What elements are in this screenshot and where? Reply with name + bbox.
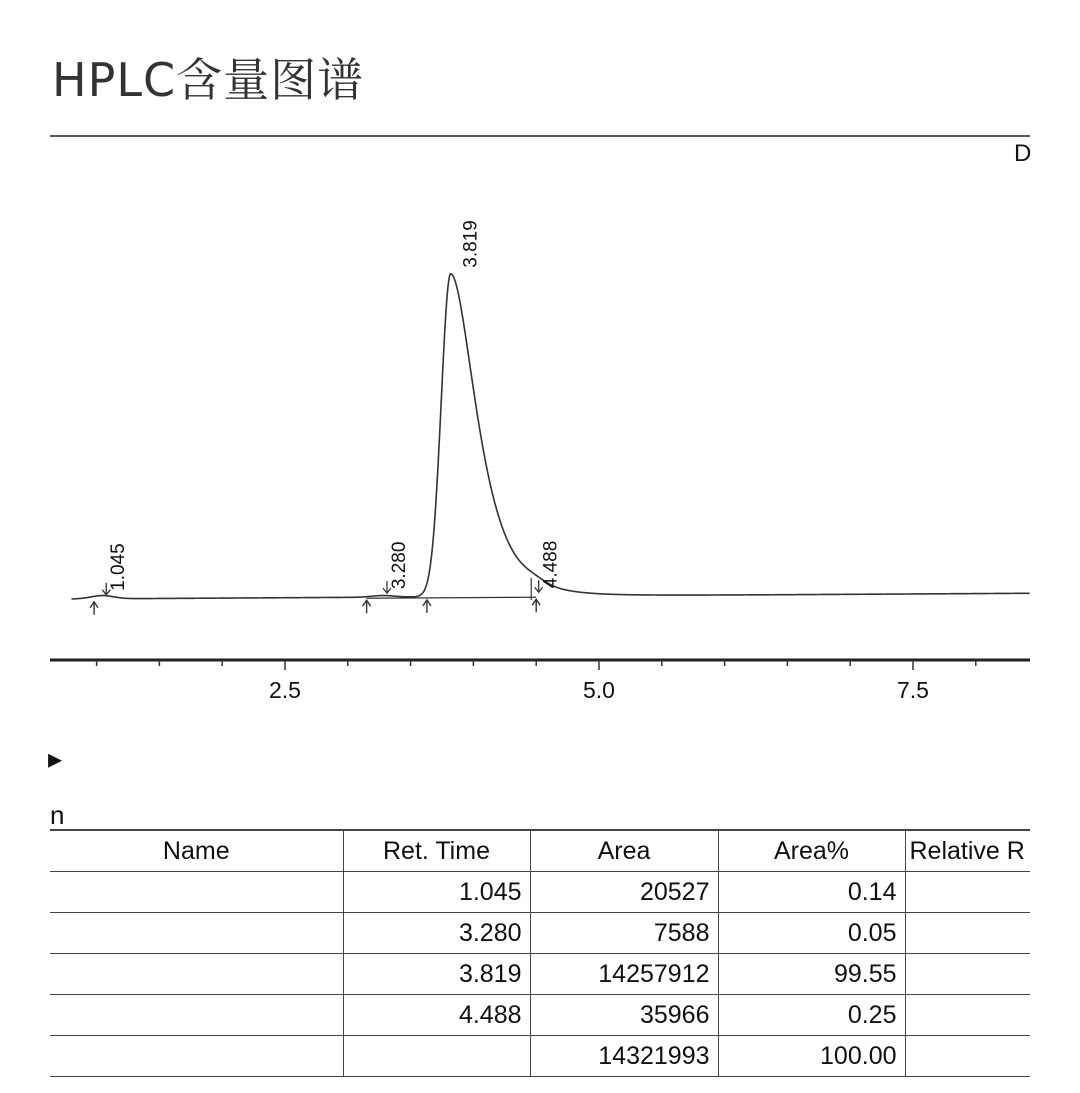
x-tick-label: 2.5 <box>269 677 301 703</box>
table-total-row <box>50 1036 1030 1077</box>
header-relative: Relative R <box>905 830 1030 872</box>
cell-ret-time: 3.280 <box>343 913 530 954</box>
x-tick-label: 5.0 <box>583 677 615 703</box>
page-title: HPLC含量图谱 <box>52 53 365 107</box>
truncated-text: n <box>50 800 65 830</box>
cell-area: 35966 <box>530 995 718 1036</box>
cell-area-pct: 99.55 <box>718 954 905 995</box>
cell-ret-time: 3.819 <box>343 954 530 995</box>
cell-name <box>50 1036 343 1077</box>
x-tick-label: 7.5 <box>897 677 929 703</box>
header-area-pct: Area% <box>718 830 905 872</box>
cell-name <box>50 872 343 913</box>
peak-table-container <box>50 829 1030 1077</box>
cell-relative <box>905 913 1030 954</box>
arrow-mark: ▸ <box>48 743 63 774</box>
peak-label: 4.488 <box>540 540 562 589</box>
peak-label: 3.280 <box>388 541 410 590</box>
cell-name <box>50 913 343 954</box>
table-row <box>50 913 1030 954</box>
cell-area-pct: 0.25 <box>718 995 905 1036</box>
cell-area-pct: 100.00 <box>718 1036 905 1077</box>
cell-area-pct: 0.05 <box>718 913 905 954</box>
header-area: Area <box>530 830 718 872</box>
header-ret-time: Ret. Time <box>343 830 530 872</box>
cell-area: 14257912 <box>530 954 718 995</box>
peak-label: 3.819 <box>460 220 482 268</box>
plot-area <box>50 220 1030 703</box>
cell-ret-time <box>343 1036 530 1077</box>
table-row <box>50 872 1030 913</box>
cell-name <box>50 954 343 995</box>
cell-ret-time: 4.488 <box>343 995 530 1036</box>
cell-relative <box>905 954 1030 995</box>
cell-area: 7588 <box>530 913 718 954</box>
peak-table <box>50 829 1030 1077</box>
cell-area-pct: 0.14 <box>718 872 905 913</box>
cell-ret-time: 1.045 <box>343 872 530 913</box>
table-row <box>50 995 1030 1036</box>
corner-label: D <box>1014 140 1032 167</box>
cell-name <box>50 995 343 1036</box>
peak-label: 1.045 <box>108 543 130 591</box>
integration-baseline <box>427 597 536 598</box>
cell-relative <box>905 1036 1030 1077</box>
table-header-row <box>50 830 1030 872</box>
cell-relative <box>905 995 1030 1036</box>
cell-relative <box>905 872 1030 913</box>
cell-area: 20527 <box>530 872 718 913</box>
cell-area: 14321993 <box>530 1036 718 1077</box>
header-name: Name <box>50 830 343 872</box>
table-row <box>50 954 1030 995</box>
